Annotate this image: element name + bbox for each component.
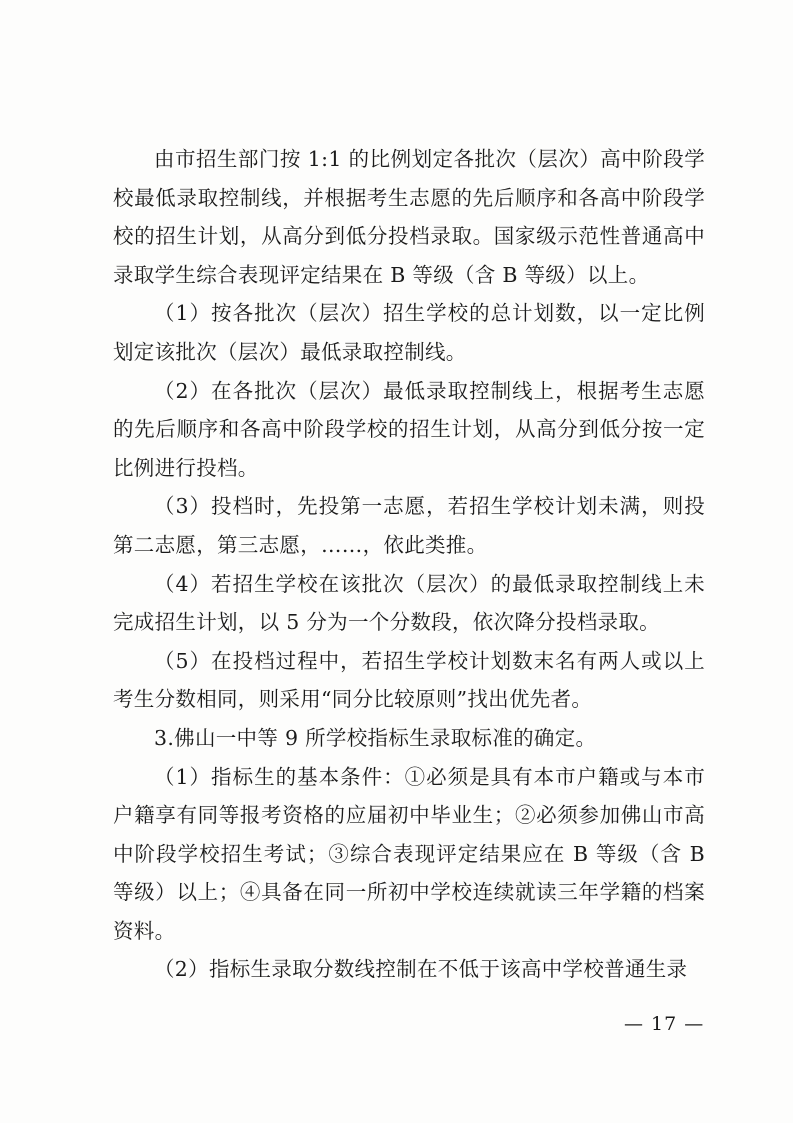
- paragraph-rule-4: （4）若招生学校在该批次（层次）的最低录取控制线上未完成招生计划，以 5 分为一个分数段，依次降分投档录取。: [113, 571, 705, 635]
- paragraph-quota-score-line: （2）指标生录取分数线控制在不低于该高中学校普通生录: [154, 957, 688, 982]
- paragraph-rule-2: （2）在各批次（层次）最低录取控制线上，根据考生志愿的先后顺序和各高中阶段学校的招生计划，从高分到低分按一定比例进行投档。: [113, 378, 705, 480]
- paragraph-rule-5: （5）在投档过程中，若招生学校计划数末名有两人或以上考生分数相同，则采用“同分比较原则”找出优先者。: [113, 648, 705, 712]
- paragraph-admission-rules: 由市招生部门按 1:1 的比例划定各批次（层次）高中阶段学校最低录取控制线，并根据考生志愿的先后顺序和各高中阶段学校的招生计划，从高分到低分投档录取。国家级示范性普通高中录取学生综合表现评定结果在 B 等级（含 B 等级）以上。: [113, 147, 705, 287]
- paragraph-quota-conditions: （1）指标生的基本条件：①必须是具有本市户籍或与本市户籍享有同等报考资格的应届初中毕业生；②必须参加佛山市高中阶段学校招生考试；③综合表现评定结果应在 B 等级（含 B 等级）以上；④具备在同一所初中学校连续就读三年学籍的档案资料。: [113, 764, 705, 943]
- page-number: — 17 —: [624, 1013, 705, 1035]
- paragraph-rule-1: （1）按各批次（层次）招生学校的总计划数，以一定比例划定该批次（层次）最低录取控制线。: [113, 301, 705, 364]
- paragraph-rule-3: （3）投档时，先投第一志愿，若招生学校计划未满，则投第二志愿，第三志愿，……，依此类推。: [113, 494, 705, 557]
- paragraph-section-3-heading: 3.佛山一中等 9 所学校指标生录取标准的确定。: [154, 725, 597, 750]
- document-body: [113, 140, 705, 989]
